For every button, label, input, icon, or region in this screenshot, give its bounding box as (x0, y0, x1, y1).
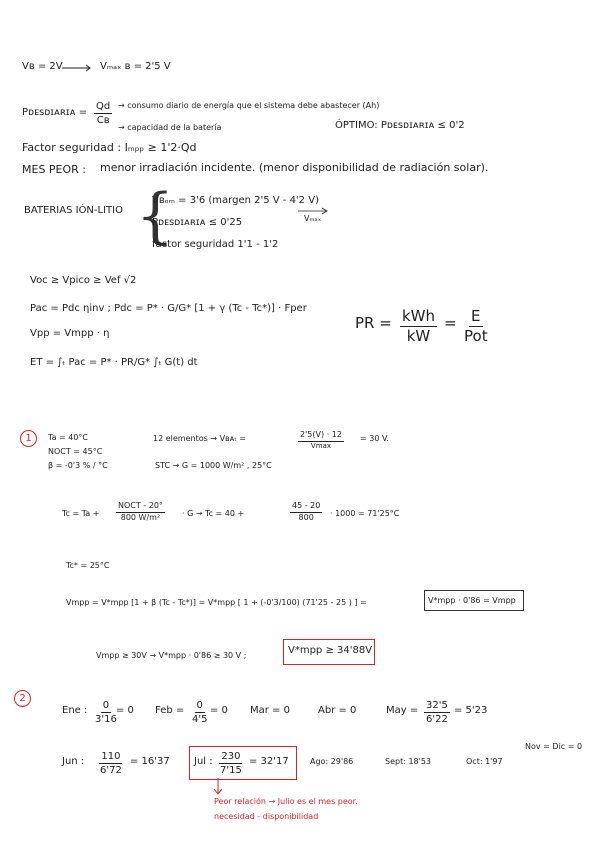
tc2-num: 45 - 20 (290, 502, 322, 513)
exercise-1-marker: 1 (20, 430, 37, 447)
vmpp-result: V*mpp ≥ 34'88V (288, 645, 373, 656)
pdes-label: Pᴅᴇsᴅɪᴀʀɪᴀ = (22, 107, 88, 118)
conclusion-line1: Peor relación → Julio es el mes peor. (214, 797, 358, 806)
month-feb-fraction (190, 700, 209, 725)
month-jul-name: Jul : (194, 756, 213, 767)
tc2-fraction (290, 502, 322, 523)
tc-g: · G → Tc = 40 + (182, 509, 245, 518)
month-feb-num: 0 (196, 700, 203, 711)
month-jun-res: = 16'37 (130, 756, 170, 767)
month-may-num: 32'5 (426, 700, 448, 711)
ex1-elementos: 12 elementos → Vʙᴀₜ = (153, 434, 247, 443)
pr-den1: kW (406, 326, 431, 345)
tc-star: Tc* = 25°C (66, 561, 110, 570)
tc2-tail: · 1000 = 71'25°C (330, 509, 400, 518)
month-feb-res: = 0 (210, 705, 228, 716)
pr-eq: = (444, 314, 457, 332)
ex1-ta: Ta = 40°C (48, 433, 89, 442)
pr-lhs: PR = (355, 314, 392, 332)
baterias-vmax-note: Vₘₐₓ (304, 214, 322, 223)
month-may-den: 6'22 (426, 714, 448, 725)
mes-peor-text: menor irradiación incidente. (menor disponibilidad de radiación solar). (100, 161, 489, 174)
vb-value: Vʙ = 2V (22, 61, 63, 72)
month-jun-name: Jun : (62, 756, 85, 767)
month-ene-den: 3'16 (95, 714, 117, 725)
month-jun-fraction (98, 751, 124, 776)
month-oct: Oct: 1'97 (466, 757, 503, 766)
month-may-fraction (424, 700, 450, 725)
month-jun-num: 110 (101, 751, 121, 762)
mes-peor-label: MES PEOR : (22, 163, 87, 176)
formula-voc: Voc ≥ Vpico ≥ Vef √2 (30, 275, 137, 286)
vmax-value: Vₘₐₓ ʙ = 2'5 V (100, 61, 171, 72)
vbat-num: 2'5(V) · 12 (298, 431, 344, 442)
tc-frac-num: NOCT - 20° (116, 502, 165, 513)
month-jun-den: 6'72 (100, 765, 122, 776)
vbat-result: = 30 V. (360, 434, 389, 443)
month-abr: Abr = 0 (318, 705, 357, 716)
month-feb-name: Feb = (155, 705, 185, 716)
month-nov-dic: Nov = Dic = 0 (525, 742, 583, 751)
pdes-num: Qd (96, 101, 111, 112)
vmpp-condition: Vmpp ≥ 30V → V*mpp · 0'86 ≥ 30 V ; (96, 651, 247, 660)
exercise-2-marker: 2 (14, 690, 31, 707)
ex1-stc: STC → G = 1000 W/m² , 25°C (155, 461, 272, 470)
pdes-num-note: → consumo diario de energía que el sistema debe abastecer (Ah) (118, 101, 380, 110)
month-ene-name: Ene : (62, 705, 88, 716)
month-jul-num: 230 (221, 751, 241, 762)
formula-et: ET = ∫ₜ Pac = P* · PR/G* ∫ₜ G(t) dt (30, 357, 198, 368)
month-mar: Mar = 0 (250, 705, 290, 716)
baterias-line3: factor seguridad 1'1 - 1'2 (152, 239, 279, 250)
baterias-line1: Vʙₒₘ = 3'6 (margen 2'5 V - 4'2 V) (152, 195, 319, 206)
tc-frac-den: 800 W/m² (120, 512, 161, 522)
vbat-fraction (298, 431, 344, 450)
formula-pac: Pac = Pdc ηinv ; Pdc = P* · G/G* [1 + γ (Tc - Tc*)] · Fper (30, 303, 307, 314)
month-ago: Ago: 29'86 (310, 757, 354, 766)
pr-den2: Pot (464, 326, 488, 345)
baterias-line2: Pᴅᴇsᴅɪᴀʀɪᴀ ≤ 0'25 (152, 217, 243, 228)
pr-fraction-1 (400, 308, 437, 344)
ex1-beta: β = -0'3 % / °C (48, 461, 108, 470)
brace-icon: { (136, 181, 175, 251)
month-ene-res: = 0 (116, 705, 134, 716)
pdes-den-note: → capacidad de la batería (118, 123, 222, 132)
month-may-res: = 5'23 (454, 705, 488, 716)
formula-vpp: Vpp = Vmpp · η (30, 328, 110, 339)
month-sept: Sept: 18'53 (385, 757, 432, 766)
month-jul-den: 7'15 (220, 765, 242, 776)
pr-num2: E (471, 307, 481, 325)
baterias-label: BATERIAS IÓN-LITIO (24, 205, 123, 216)
pr-num1: kWh (402, 307, 436, 325)
month-jul-fraction (218, 751, 244, 776)
tc2-den: 800 (298, 512, 314, 522)
pr-fraction-2 (462, 308, 490, 344)
pdes-den: Cʙ (96, 115, 110, 126)
conclusion-line2: necesidad - disponibilidad (214, 812, 319, 821)
vbat-sub: Vmax (310, 441, 331, 450)
vmpp-box-text: V*mpp · 0'86 = Vmpp (428, 596, 516, 605)
month-jul-res: = 32'17 (249, 756, 289, 767)
month-ene-fraction (93, 700, 119, 725)
month-feb-den: 4'5 (192, 714, 208, 725)
tc-fraction (116, 502, 165, 523)
tc-lhs: Tc = Ta + (62, 509, 100, 518)
ex1-noct: NOCT = 45°C (48, 447, 103, 456)
optimo-note: ÓPTIMO: Pᴅᴇsᴅɪᴀʀɪᴀ ≤ 0'2 (335, 120, 465, 131)
factor-seguridad: Factor seguridad : Iₘₚₚ ≥ 1'2·Qd (22, 141, 197, 154)
pdes-fraction (94, 101, 112, 126)
month-may-name: May = (386, 705, 419, 716)
month-ene-num: 0 (102, 700, 110, 711)
vmpp-line: Vmpp = V*mpp [1 + β (Tc - Tc*)] = V*mpp [ 1 + (-0'3/100) (71'25 - 25 ) ] = (66, 598, 367, 607)
